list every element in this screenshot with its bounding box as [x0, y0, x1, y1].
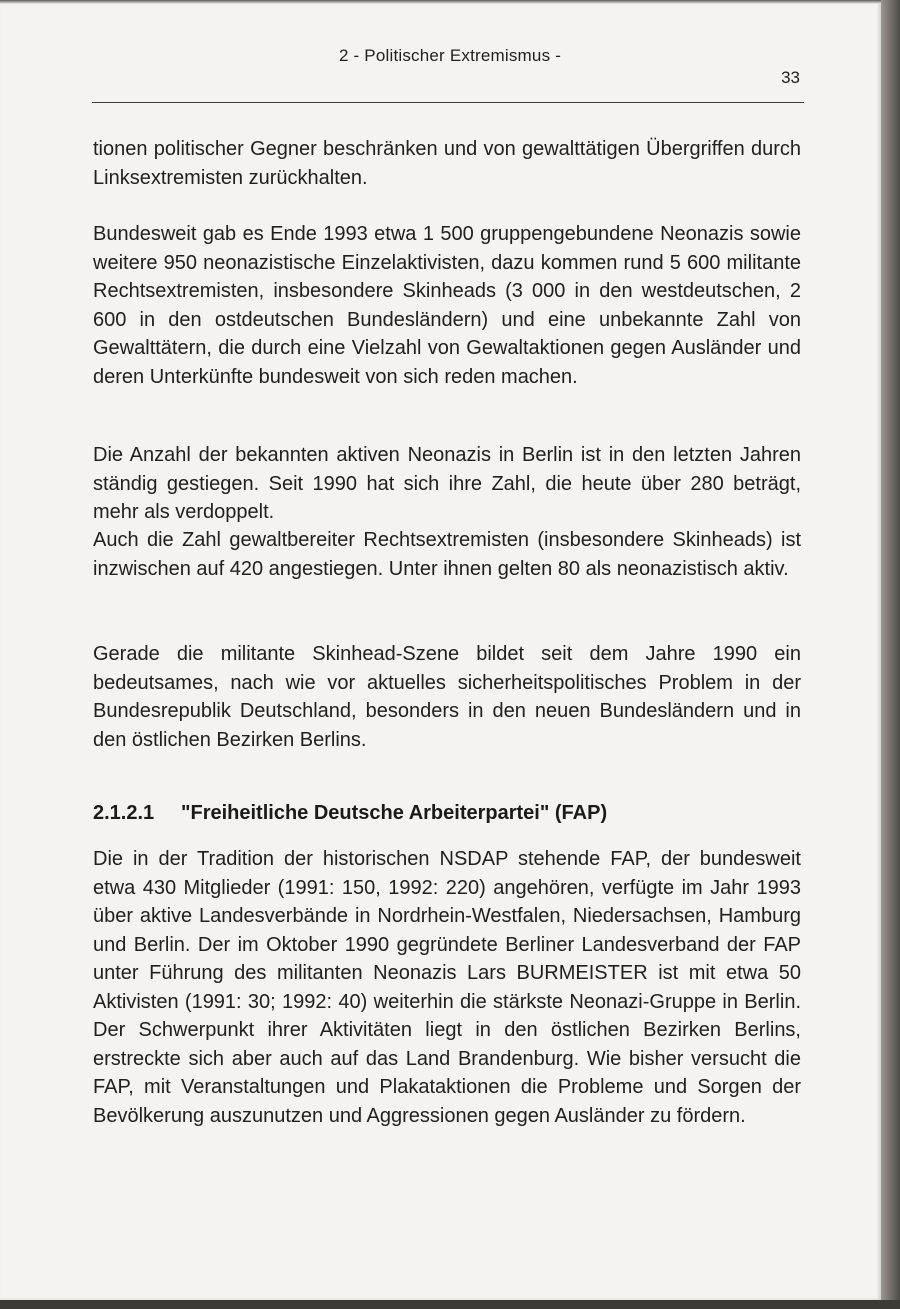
page-number: 33 — [781, 68, 800, 87]
paragraph-continuation: tionen politischer Gegner beschränken und von gewalttätigen Übergriffen durch Linksextremisten zurückhalten. — [93, 138, 801, 189]
paragraph-skinhead-scene: Gerade die militante Skinhead-Szene bildet seit dem Jahre 1990 ein bedeutsames, nach wie vor aktuelles sicherheitspolitisches Problem in der Bundesrepublik Deutschland, besonders in den neuen Bundesländern und in den östlichen Bezirken Berlins. — [93, 643, 801, 751]
section-title: "Freiheitliche Deutsche Arbeiterpartei" (FAP) — [181, 802, 608, 824]
paragraph-violent-extremists: Auch die Zahl gewaltbereiter Rechtsextremisten (insbesondere Skinheads) ist inzwischen auf 420 angestiegen. Unter ihnen gelten 80 als neonazistisch aktiv. — [93, 529, 801, 580]
section-number: 2.1.2.1 — [93, 802, 155, 824]
section-heading — [93, 799, 801, 827]
book-spine-edge — [881, 0, 900, 1309]
header-rule — [92, 102, 804, 103]
paragraph-fap: Die in der Tradition der historischen NSDAP stehende FAP, der bundesweit etwa 430 Mitglieder (1991: 150, 1992: 220) angehören, verfügte im Jahr 1993 über aktive Landesverbände in Nordrhein-Westfalen, Niedersachsen, Hamburg und Berlin. Der im Oktober 1990 gegründete Berliner Landesverband der FAP unter Führung des militanten Neonazis Lars BURMEISTER ist mit etwa 50 Aktivisten (1991: 30; 1992: 40) weiterhin die stärkste Neonazi-Gruppe in Berlin. Der Schwerpunkt ihrer Aktivitäten liegt in den östlichen Bezirken Berlins, erstreckte sich aber auch auf das Land Brandenburg. Wie bisher versucht die FAP, mit Veranstaltungen und Plakataktionen die Probleme und Sorgen der Bevölkerung auszunutzen und Aggressionen gegen Ausländer zu fördern. — [93, 848, 801, 1127]
page-bottom-edge — [0, 1300, 900, 1309]
running-header: 2 - Politischer Extremismus - — [338, 46, 562, 65]
paragraph-berlin-neonazis: Die Anzahl der bekannten aktiven Neonazis in Berlin ist in den letzten Jahren ständig gestiegen. Seit 1990 hat sich ihre Zahl, die heute über 280 beträgt, mehr als verdoppelt. — [93, 444, 801, 523]
page-top-edge — [0, 0, 881, 4]
paragraph-nationwide-figures: Bundesweit gab es Ende 1993 etwa 1 500 gruppengebundene Neonazis sowie weitere 950 neonazistische Einzelaktivisten, dazu kommen rund 5 600 militante Rechtsextremisten, insbesondere Skinheads (3 000 in den westdeutschen, 2 600 in den ostdeutschen Bundesländern) und eine unbekannte Zahl von Gewalttätern, die durch eine Vielzahl von Gewaltaktionen gegen Ausländer und deren Unterkünfte bundesweit von sich reden machen. — [93, 223, 801, 388]
